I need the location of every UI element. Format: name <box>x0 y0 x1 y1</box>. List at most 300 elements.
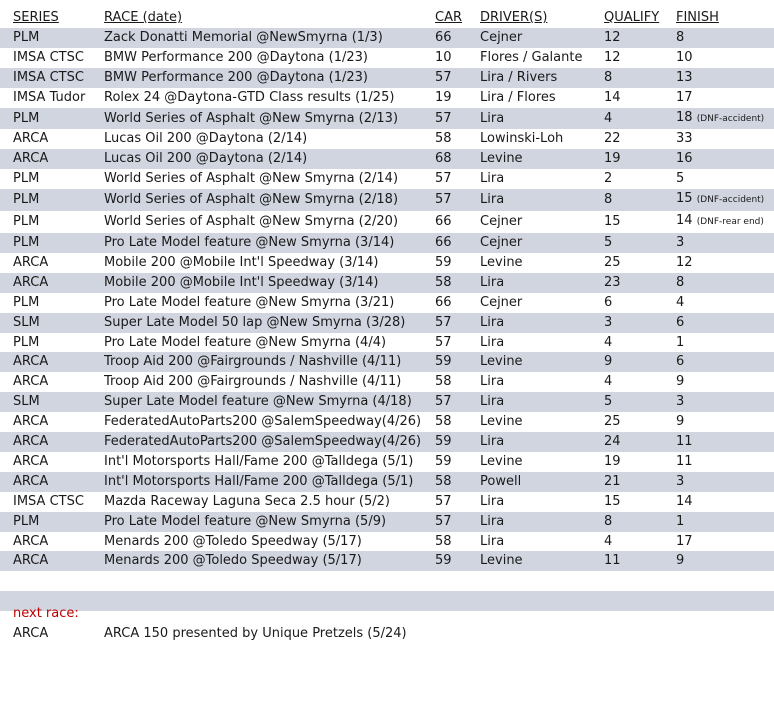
finish-value: 9 <box>676 374 685 390</box>
cell-car <box>435 149 480 169</box>
cell-car <box>435 352 480 372</box>
cell-car <box>435 253 480 273</box>
empty-row <box>0 571 774 591</box>
table-row <box>0 372 774 392</box>
cell-race <box>104 392 435 412</box>
series-value: ARCA <box>13 533 49 549</box>
car-value: 57 <box>435 110 452 126</box>
qualify-value: 5 <box>604 394 613 410</box>
empty-row <box>0 591 774 611</box>
cell-race <box>104 293 435 313</box>
cell-qualify <box>604 169 676 189</box>
table-row <box>0 169 774 189</box>
finish-value: 11 <box>676 453 693 469</box>
cell-series <box>0 253 104 273</box>
cell-finish <box>676 68 774 88</box>
cell-car <box>435 169 480 189</box>
cell-qualify <box>604 28 676 48</box>
series-value: ARCA <box>13 274 49 290</box>
series-value: IMSA CTSC <box>13 49 84 65</box>
cell-series <box>0 293 104 313</box>
race-value: Super Late Model 50 lap @New Smyrna (3/28) <box>104 314 406 330</box>
cell-drivers <box>480 68 604 88</box>
table-row <box>0 313 774 333</box>
table-row <box>0 88 774 108</box>
header-drivers: DRIVER(S) <box>480 10 548 25</box>
cell-qualify <box>604 189 676 211</box>
series-value: SLM <box>13 314 40 330</box>
cell-drivers <box>480 392 604 412</box>
cell-series <box>0 412 104 432</box>
car-value: 66 <box>435 29 452 45</box>
cell-finish <box>676 48 774 68</box>
cell-car <box>435 372 480 392</box>
qualify-value: 24 <box>604 434 621 450</box>
cell-finish <box>676 88 774 108</box>
race-value: Mobile 200 @Mobile Int'l Speedway (3/14) <box>104 274 379 290</box>
table-row <box>0 68 774 88</box>
cell-qualify <box>604 88 676 108</box>
drivers-value: Levine <box>480 553 523 569</box>
cell-qualify <box>604 372 676 392</box>
finish-value: 8 <box>676 274 685 290</box>
qualify-value: 9 <box>604 354 613 370</box>
cell-series <box>0 392 104 412</box>
cell-series <box>0 333 104 353</box>
qualify-value: 2 <box>604 171 613 187</box>
cell-qualify <box>604 392 676 412</box>
cell-finish <box>676 492 774 512</box>
qualify-value: 4 <box>604 533 613 549</box>
cell-car <box>435 48 480 68</box>
cell-qualify <box>604 412 676 432</box>
cell-finish <box>676 189 774 211</box>
table-row <box>0 189 774 211</box>
finish-note: (DNF-rear end) <box>696 217 764 228</box>
cell-finish <box>676 28 774 48</box>
car-value: 59 <box>435 553 452 569</box>
finish-value: 14 <box>676 493 693 509</box>
car-value: 58 <box>435 473 452 489</box>
qualify-value: 12 <box>604 49 621 65</box>
finish-value: 6 <box>676 314 685 330</box>
cell-race <box>104 189 435 211</box>
finish-value: 5 <box>676 171 685 187</box>
cell-qualify <box>604 293 676 313</box>
car-value: 58 <box>435 533 452 549</box>
cell-qualify <box>604 211 676 233</box>
empty-cell <box>104 591 435 611</box>
table-row <box>0 472 774 492</box>
finish-value: 17 <box>676 89 693 105</box>
cell-finish <box>676 352 774 372</box>
cell-finish <box>676 233 774 253</box>
empty-cell <box>480 591 604 611</box>
race-value: Pro Late Model feature @New Smyrna (5/9) <box>104 513 387 529</box>
cell-drivers <box>480 233 604 253</box>
cell-race <box>104 273 435 293</box>
empty-cell <box>104 571 435 591</box>
cell-series <box>0 432 104 452</box>
race-value: Pro Late Model feature @New Smyrna (3/14) <box>104 234 395 250</box>
finish-value: 8 <box>676 29 685 45</box>
header-car: CAR <box>435 10 463 25</box>
drivers-value: Lira <box>480 274 505 290</box>
drivers-value: Lira / Flores <box>480 89 556 105</box>
cell-drivers <box>480 532 604 552</box>
race-value: Lucas Oil 200 @Daytona (2/14) <box>104 131 308 147</box>
cell-series <box>0 512 104 532</box>
cell-race <box>104 149 435 169</box>
race-value: World Series of Asphalt @New Smyrna (2/14) <box>104 171 399 187</box>
cell-series <box>0 88 104 108</box>
qualify-value: 4 <box>604 110 613 126</box>
race-value: Pro Late Model feature @New Smyrna (3/21) <box>104 294 395 310</box>
race-value: Menards 200 @Toledo Speedway (5/17) <box>104 533 362 549</box>
table-row <box>0 352 774 372</box>
finish-value: 11 <box>676 434 693 450</box>
car-value: 19 <box>435 89 452 105</box>
table-row <box>0 532 774 552</box>
race-value: Rolex 24 @Daytona-GTD Class results (1/25) <box>104 89 395 105</box>
table-row <box>0 492 774 512</box>
cell-series <box>0 129 104 149</box>
cell-race <box>104 432 435 452</box>
car-value: 58 <box>435 374 452 390</box>
finish-value: 10 <box>676 49 693 65</box>
cell-series <box>0 149 104 169</box>
cell-car <box>435 432 480 452</box>
cell-race <box>104 372 435 392</box>
cell-drivers <box>480 372 604 392</box>
cell-drivers <box>480 512 604 532</box>
race-value: Zack Donatti Memorial @NewSmyrna (1/3) <box>104 29 383 45</box>
cell-race <box>104 492 435 512</box>
empty-cell <box>435 591 480 611</box>
cell-drivers <box>480 211 604 233</box>
table-row <box>0 273 774 293</box>
finish-value: 1 <box>676 513 685 529</box>
race-value: Pro Late Model feature @New Smyrna (4/4) <box>104 334 387 350</box>
series-value: ARCA <box>13 151 49 167</box>
cell-race <box>104 512 435 532</box>
car-value: 66 <box>435 294 452 310</box>
race-value: World Series of Asphalt @New Smyrna (2/20) <box>104 214 399 230</box>
cell-car <box>435 313 480 333</box>
cell-race <box>104 452 435 472</box>
cell-drivers <box>480 313 604 333</box>
car-value: 57 <box>435 314 452 330</box>
cell-drivers <box>480 129 604 149</box>
drivers-value: Lira <box>480 171 505 187</box>
cell-qualify <box>604 352 676 372</box>
cell-series <box>0 551 104 571</box>
cell-car <box>435 108 480 130</box>
cell-series <box>0 189 104 211</box>
cell-race <box>104 129 435 149</box>
finish-value: 9 <box>676 414 685 430</box>
series-value: PLM <box>13 110 40 126</box>
series-value: IMSA Tudor <box>13 89 86 105</box>
cell-race <box>104 532 435 552</box>
cell-finish <box>676 372 774 392</box>
cell-car <box>435 532 480 552</box>
empty-cell <box>435 571 480 591</box>
empty-cell <box>604 571 676 591</box>
drivers-value: Levine <box>480 453 523 469</box>
cell-drivers <box>480 169 604 189</box>
car-value: 57 <box>435 334 452 350</box>
drivers-value: Levine <box>480 254 523 270</box>
car-value: 57 <box>435 493 452 509</box>
finish-value: 3 <box>676 473 685 489</box>
cell-race <box>104 28 435 48</box>
cell-series <box>0 273 104 293</box>
cell-drivers <box>480 452 604 472</box>
cell-series <box>0 372 104 392</box>
series-value: PLM <box>13 513 40 529</box>
series-value: ARCA <box>13 414 49 430</box>
finish-value: 14 <box>676 213 693 229</box>
series-value: ARCA <box>13 553 49 569</box>
series-value: ARCA <box>13 473 49 489</box>
drivers-value: Lira / Rivers <box>480 69 558 85</box>
car-value: 58 <box>435 274 452 290</box>
series-value: ARCA <box>13 374 49 390</box>
cell-car <box>435 129 480 149</box>
cell-qualify <box>604 532 676 552</box>
cell-drivers <box>480 412 604 432</box>
race-value: Troop Aid 200 @Fairgrounds / Nashville (4/11) <box>104 374 402 390</box>
cell-qualify <box>604 68 676 88</box>
table-row <box>0 293 774 313</box>
empty-cell <box>480 571 604 591</box>
cell-car <box>435 412 480 432</box>
cell-finish <box>676 392 774 412</box>
qualify-value: 8 <box>604 69 613 85</box>
car-value: 10 <box>435 49 452 65</box>
series-value: ARCA <box>13 254 49 270</box>
cell-series <box>0 108 104 130</box>
finish-value: 6 <box>676 354 685 370</box>
finish-value: 12 <box>676 254 693 270</box>
cell-finish <box>676 149 774 169</box>
car-value: 68 <box>435 151 452 167</box>
cell-qualify <box>604 129 676 149</box>
cell-series <box>0 68 104 88</box>
table-row <box>0 551 774 571</box>
cell-race <box>104 108 435 130</box>
table-row <box>0 129 774 149</box>
cell-race <box>104 352 435 372</box>
cell-finish <box>676 253 774 273</box>
drivers-value: Lira <box>480 374 505 390</box>
cell-car <box>435 233 480 253</box>
race-value: Super Late Model feature @New Smyrna (4/18) <box>104 394 412 410</box>
cell-drivers <box>480 432 604 452</box>
drivers-value: Levine <box>480 151 523 167</box>
qualify-value: 12 <box>604 29 621 45</box>
series-value: PLM <box>13 29 40 45</box>
race-value: Lucas Oil 200 @Daytona (2/14) <box>104 151 308 167</box>
empty-cell <box>676 571 774 591</box>
cell-car <box>435 293 480 313</box>
cell-drivers <box>480 333 604 353</box>
cell-finish <box>676 273 774 293</box>
header-qualify: QUALIFY <box>604 10 660 25</box>
cell-race <box>104 233 435 253</box>
cell-qualify <box>604 472 676 492</box>
qualify-value: 8 <box>604 513 613 529</box>
next-race-series: ARCA <box>13 626 49 641</box>
qualify-value: 11 <box>604 553 621 569</box>
cell-finish <box>676 532 774 552</box>
series-value: ARCA <box>13 453 49 469</box>
drivers-value: Powell <box>480 473 522 489</box>
series-value: PLM <box>13 214 40 230</box>
finish-value: 15 <box>676 191 693 207</box>
cell-race <box>104 253 435 273</box>
qualify-value: 4 <box>604 334 613 350</box>
finish-value: 17 <box>676 533 693 549</box>
race-value: FederatedAutoParts200 @SalemSpeedway(4/26) <box>104 414 422 430</box>
header-series: SERIES <box>13 10 59 25</box>
table-row <box>0 512 774 532</box>
qualify-value: 8 <box>604 192 613 208</box>
qualify-value: 23 <box>604 274 621 290</box>
cell-race <box>104 88 435 108</box>
table-row <box>0 392 774 412</box>
cell-car <box>435 551 480 571</box>
car-value: 59 <box>435 453 452 469</box>
series-value: ARCA <box>13 434 49 450</box>
cell-series <box>0 233 104 253</box>
cell-race <box>104 68 435 88</box>
cell-drivers <box>480 551 604 571</box>
cell-drivers <box>480 293 604 313</box>
drivers-value: Lira <box>480 533 505 549</box>
race-value: World Series of Asphalt @New Smyrna (2/18) <box>104 192 399 208</box>
cell-series <box>0 492 104 512</box>
qualify-value: 3 <box>604 314 613 330</box>
finish-value: 16 <box>676 151 693 167</box>
qualify-value: 4 <box>604 374 613 390</box>
table-row <box>0 28 774 48</box>
race-value: Troop Aid 200 @Fairgrounds / Nashville (4/11) <box>104 354 402 370</box>
cell-car <box>435 392 480 412</box>
next-race-label: next race: <box>13 606 79 621</box>
car-value: 59 <box>435 434 452 450</box>
cell-car <box>435 189 480 211</box>
finish-value: 3 <box>676 394 685 410</box>
qualify-value: 25 <box>604 254 621 270</box>
cell-finish <box>676 293 774 313</box>
car-value: 58 <box>435 131 452 147</box>
table-row <box>0 412 774 432</box>
cell-finish <box>676 452 774 472</box>
cell-finish <box>676 169 774 189</box>
cell-qualify <box>604 273 676 293</box>
race-value: World Series of Asphalt @New Smyrna (2/13) <box>104 110 399 126</box>
finish-value: 1 <box>676 334 685 350</box>
series-value: PLM <box>13 294 40 310</box>
cell-drivers <box>480 28 604 48</box>
car-value: 66 <box>435 234 452 250</box>
cell-car <box>435 452 480 472</box>
drivers-value: Levine <box>480 414 523 430</box>
cell-qualify <box>604 512 676 532</box>
cell-finish <box>676 313 774 333</box>
cell-race <box>104 313 435 333</box>
car-value: 66 <box>435 214 452 230</box>
cell-race <box>104 472 435 492</box>
series-value: PLM <box>13 192 40 208</box>
cell-series <box>0 532 104 552</box>
cell-finish <box>676 472 774 492</box>
cell-qualify <box>604 253 676 273</box>
drivers-value: Levine <box>480 354 523 370</box>
cell-qualify <box>604 48 676 68</box>
cell-series <box>0 48 104 68</box>
cell-race <box>104 48 435 68</box>
race-value: BMW Performance 200 @Daytona (1/23) <box>104 49 368 65</box>
table-row <box>0 149 774 169</box>
drivers-value: Lira <box>480 493 505 509</box>
cell-series <box>0 313 104 333</box>
car-value: 57 <box>435 171 452 187</box>
cell-drivers <box>480 273 604 293</box>
cell-drivers <box>480 492 604 512</box>
drivers-value: Lira <box>480 110 505 126</box>
cell-qualify <box>604 313 676 333</box>
drivers-value: Lira <box>480 192 505 208</box>
qualify-value: 21 <box>604 473 621 489</box>
finish-value: 3 <box>676 234 685 250</box>
car-value: 59 <box>435 254 452 270</box>
cell-drivers <box>480 253 604 273</box>
cell-race <box>104 169 435 189</box>
table-row <box>0 48 774 68</box>
series-value: PLM <box>13 171 40 187</box>
race-value: FederatedAutoParts200 @SalemSpeedway(4/26) <box>104 434 422 450</box>
cell-qualify <box>604 551 676 571</box>
cell-series <box>0 28 104 48</box>
table-row <box>0 452 774 472</box>
cell-drivers <box>480 48 604 68</box>
race-value: Int'l Motorsports Hall/Fame 200 @Talldega (5/1) <box>104 473 414 489</box>
drivers-value: Cejner <box>480 294 523 310</box>
cell-series <box>0 352 104 372</box>
cell-finish <box>676 108 774 130</box>
car-value: 57 <box>435 192 452 208</box>
race-value: Int'l Motorsports Hall/Fame 200 @Talldega (5/1) <box>104 453 414 469</box>
qualify-value: 15 <box>604 214 621 230</box>
drivers-value: Lira <box>480 394 505 410</box>
series-value: SLM <box>13 394 40 410</box>
cell-car <box>435 211 480 233</box>
cell-race <box>104 551 435 571</box>
cell-car <box>435 512 480 532</box>
cell-finish <box>676 412 774 432</box>
cell-car <box>435 492 480 512</box>
cell-car <box>435 333 480 353</box>
table-row <box>0 211 774 233</box>
qualify-value: 5 <box>604 234 613 250</box>
empty-cell <box>676 591 774 611</box>
cell-qualify <box>604 432 676 452</box>
cell-finish <box>676 512 774 532</box>
cell-series <box>0 472 104 492</box>
